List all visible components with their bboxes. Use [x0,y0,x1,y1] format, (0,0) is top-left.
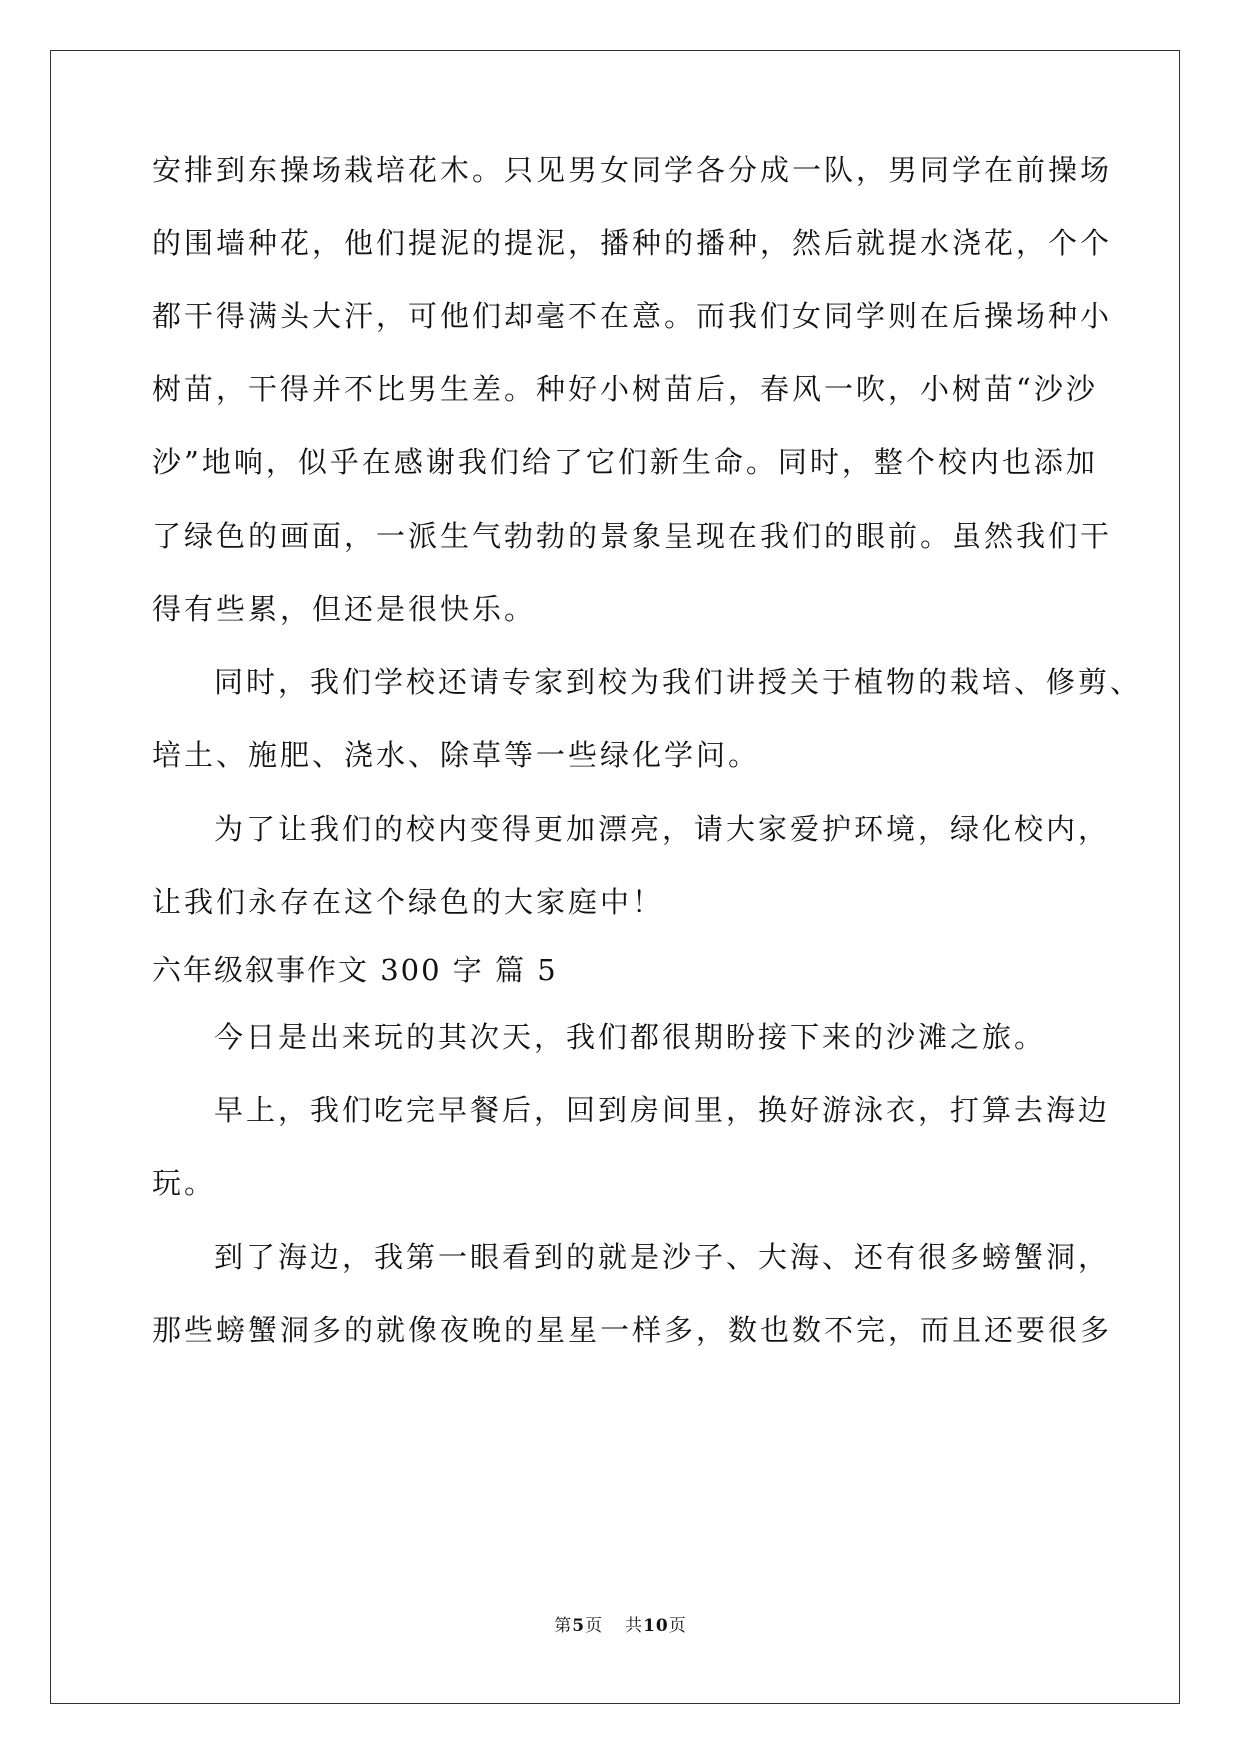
footer-page-suffix: 页 [585,1616,604,1636]
body-line: 了绿色的画面，一派生气勃勃的景象呈现在我们的眼前。虽然我们干 [152,519,1113,553]
footer-prefix: 第 [554,1616,573,1636]
body-line: 那些螃蟹洞多的就像夜晚的星星一样多，数也数不完，而且还要很多 [152,1313,1113,1347]
body-line: 培土、施肥、浇水、除草等一些绿化学问。 [152,738,761,772]
body-line: 为了让我们的校内变得更加漂亮，请大家爱护环境，绿化校内， [214,812,1111,846]
body-line: 沙”地响，似乎在感谢我们给了它们新生命。同时，整个校内也添加 [152,445,1098,479]
footer-page-number: 5 [572,1616,586,1636]
body-line: 都干得满头大汗，可他们却毫不在意。而我们女同学则在后操场种小 [152,299,1113,333]
body-line: 树苗，干得并不比男生差。种好小树苗后，春风一吹，小树苗“沙沙 [152,372,1098,406]
body-line: 让我们永存在这个绿色的大家庭中！ [152,885,665,919]
footer-total-prefix: 共 [625,1616,644,1636]
page-footer [0,1611,1241,1636]
body-line: 同时，我们学校还请专家到校为我们讲授关于植物的栽培、修剪、 [214,665,1143,699]
body-line: 今日是出来玩的其次天，我们都很期盼接下来的沙滩之旅。 [214,1020,1047,1054]
body-line: 早上，我们吃完早餐后，回到房间里，换好游泳衣，打算去海边 [214,1093,1111,1127]
footer-total-suffix: 页 [668,1616,687,1636]
body-line: 安排到东操场栽培花木。只见男女同学各分成一队，男同学在前操场 [152,153,1113,187]
body-line: 得有些累，但还是很快乐。 [152,592,537,626]
footer-total-pages: 10 [643,1616,669,1636]
body-line: 到了海边，我第一眼看到的就是沙子、大海、还有很多螃蟹洞， [214,1240,1111,1274]
body-line: 玩。 [152,1166,217,1200]
section-heading: 六年级叙事作文 300 字 篇 5 [152,953,558,987]
body-line: 的围墙种花，他们提泥的提泥，播种的播种，然后就提水浇花，个个 [152,226,1113,260]
